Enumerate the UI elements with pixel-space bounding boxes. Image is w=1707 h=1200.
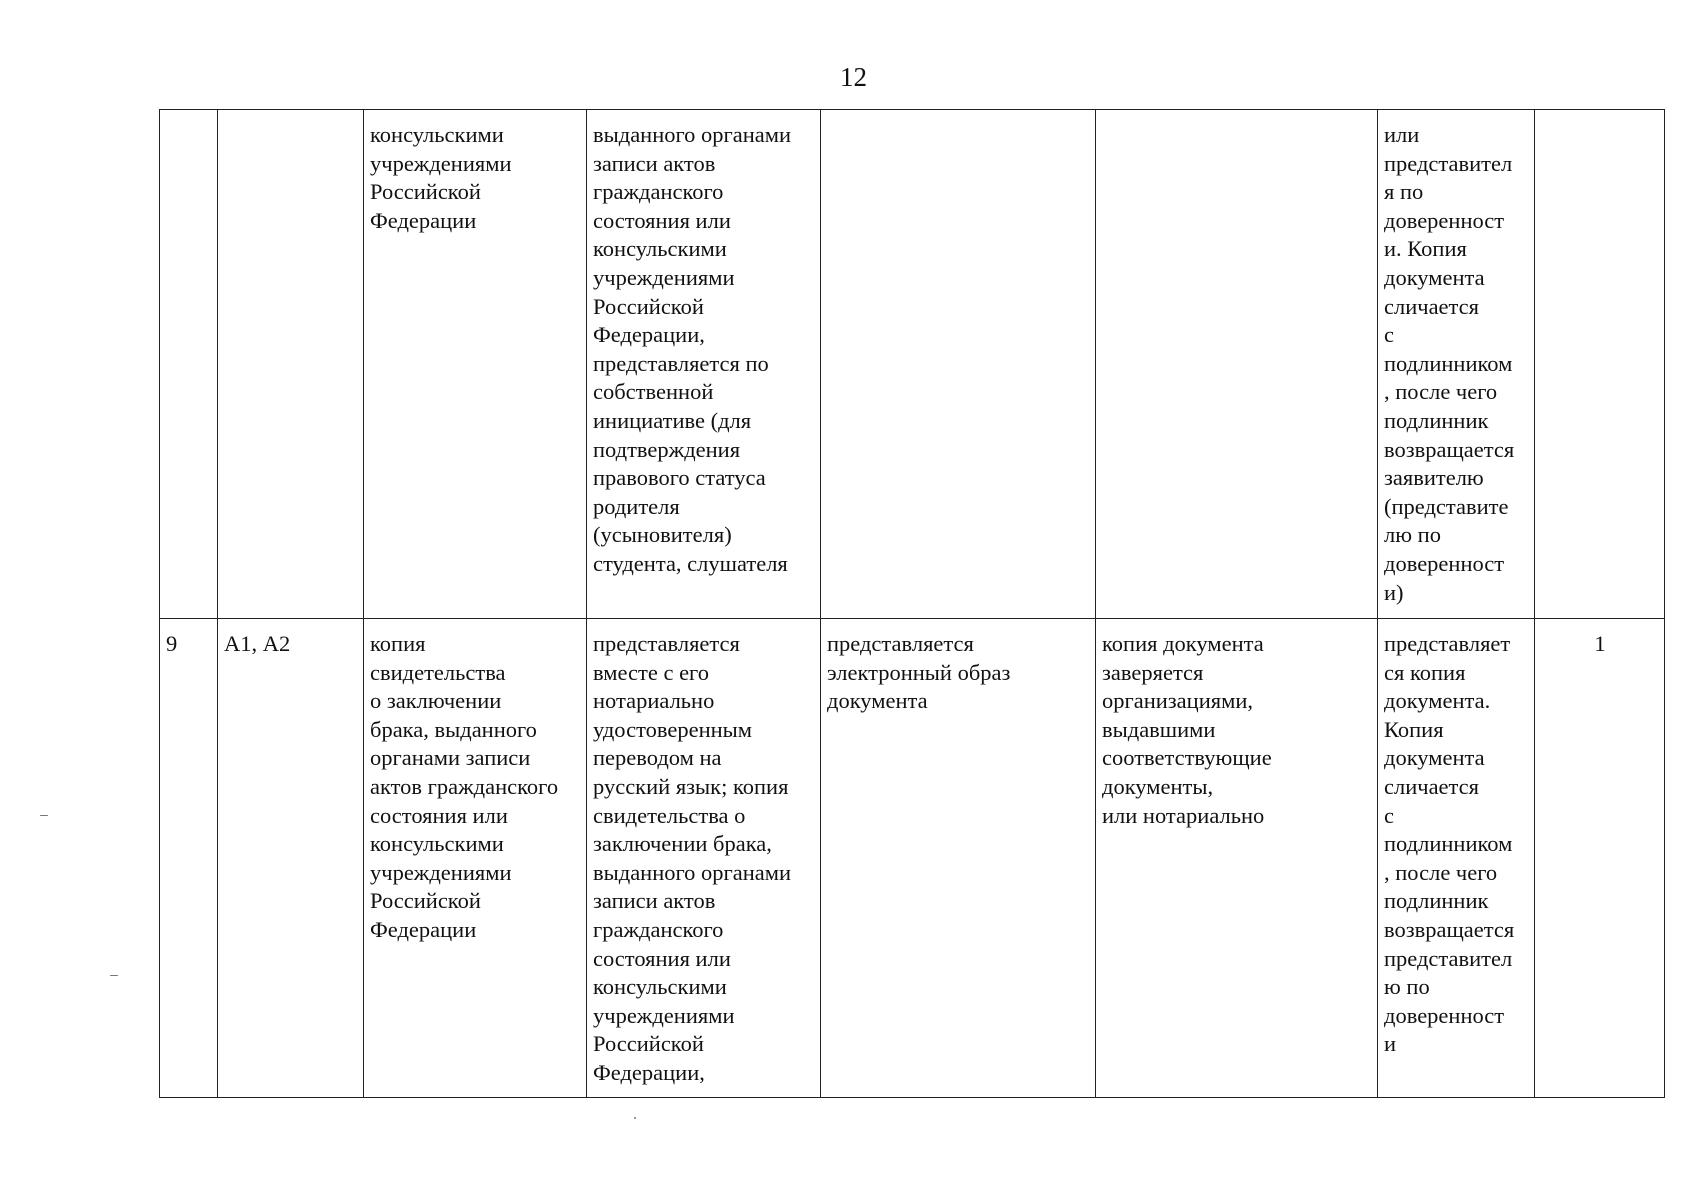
scan-speck xyxy=(110,975,118,976)
cell-submission-terms: выданного органами записи актов гражданского состояния или консульскими учреждениями Российской Федерации, представляется по собственной инициативе (для подтверждения правового статуса родителя (усыновителя) студента, слушателя xyxy=(587,110,821,619)
cell-quantity xyxy=(1535,110,1665,619)
cell-code: А1, А2 xyxy=(218,619,364,1098)
cell-certification: копия документа заверяется организациями, выдавшими соответствующие документы, или нотариально xyxy=(1096,619,1378,1098)
cell-document-name: копия свидетельства о заключении брака, выданного органами записи актов гражданского состояния или консульскими учреждениями Российской Федерации xyxy=(364,619,587,1098)
cell-quantity: 1 xyxy=(1535,619,1665,1098)
page-number: 12 xyxy=(840,62,867,92)
cell-number xyxy=(160,110,218,619)
cell-document-name: консульскими учреждениями Российской Федерации xyxy=(364,110,587,619)
table-row xyxy=(160,110,1665,619)
cell-paper-form: представляет ся копия документа. Копия документа сличается с подлинником , после чего подлинник возвращается представител ю по доверенност и xyxy=(1378,619,1535,1098)
cell-certification xyxy=(1096,110,1378,619)
cell-code xyxy=(218,110,364,619)
cell-number: 9 xyxy=(160,619,218,1098)
cell-electronic-form: представляется электронный образ документа xyxy=(821,619,1096,1098)
scan-speck xyxy=(634,1117,636,1119)
cell-electronic-form xyxy=(821,110,1096,619)
cell-submission-terms: представляется вместе с его нотариально удостоверенным переводом на русский язык; копия свидетельства о заключении брака, выданного органами записи актов гражданского состояния или консульскими учреждениями Российской Федерации, xyxy=(587,619,821,1098)
document-table xyxy=(159,109,1665,1098)
table-row xyxy=(160,619,1665,1098)
scan-speck xyxy=(40,815,48,816)
cell-paper-form: или представител я по доверенност и. Копия документа сличается с подлинником , после чего подлинник возвращается заявителю (представите лю по доверенност и) xyxy=(1378,110,1535,619)
